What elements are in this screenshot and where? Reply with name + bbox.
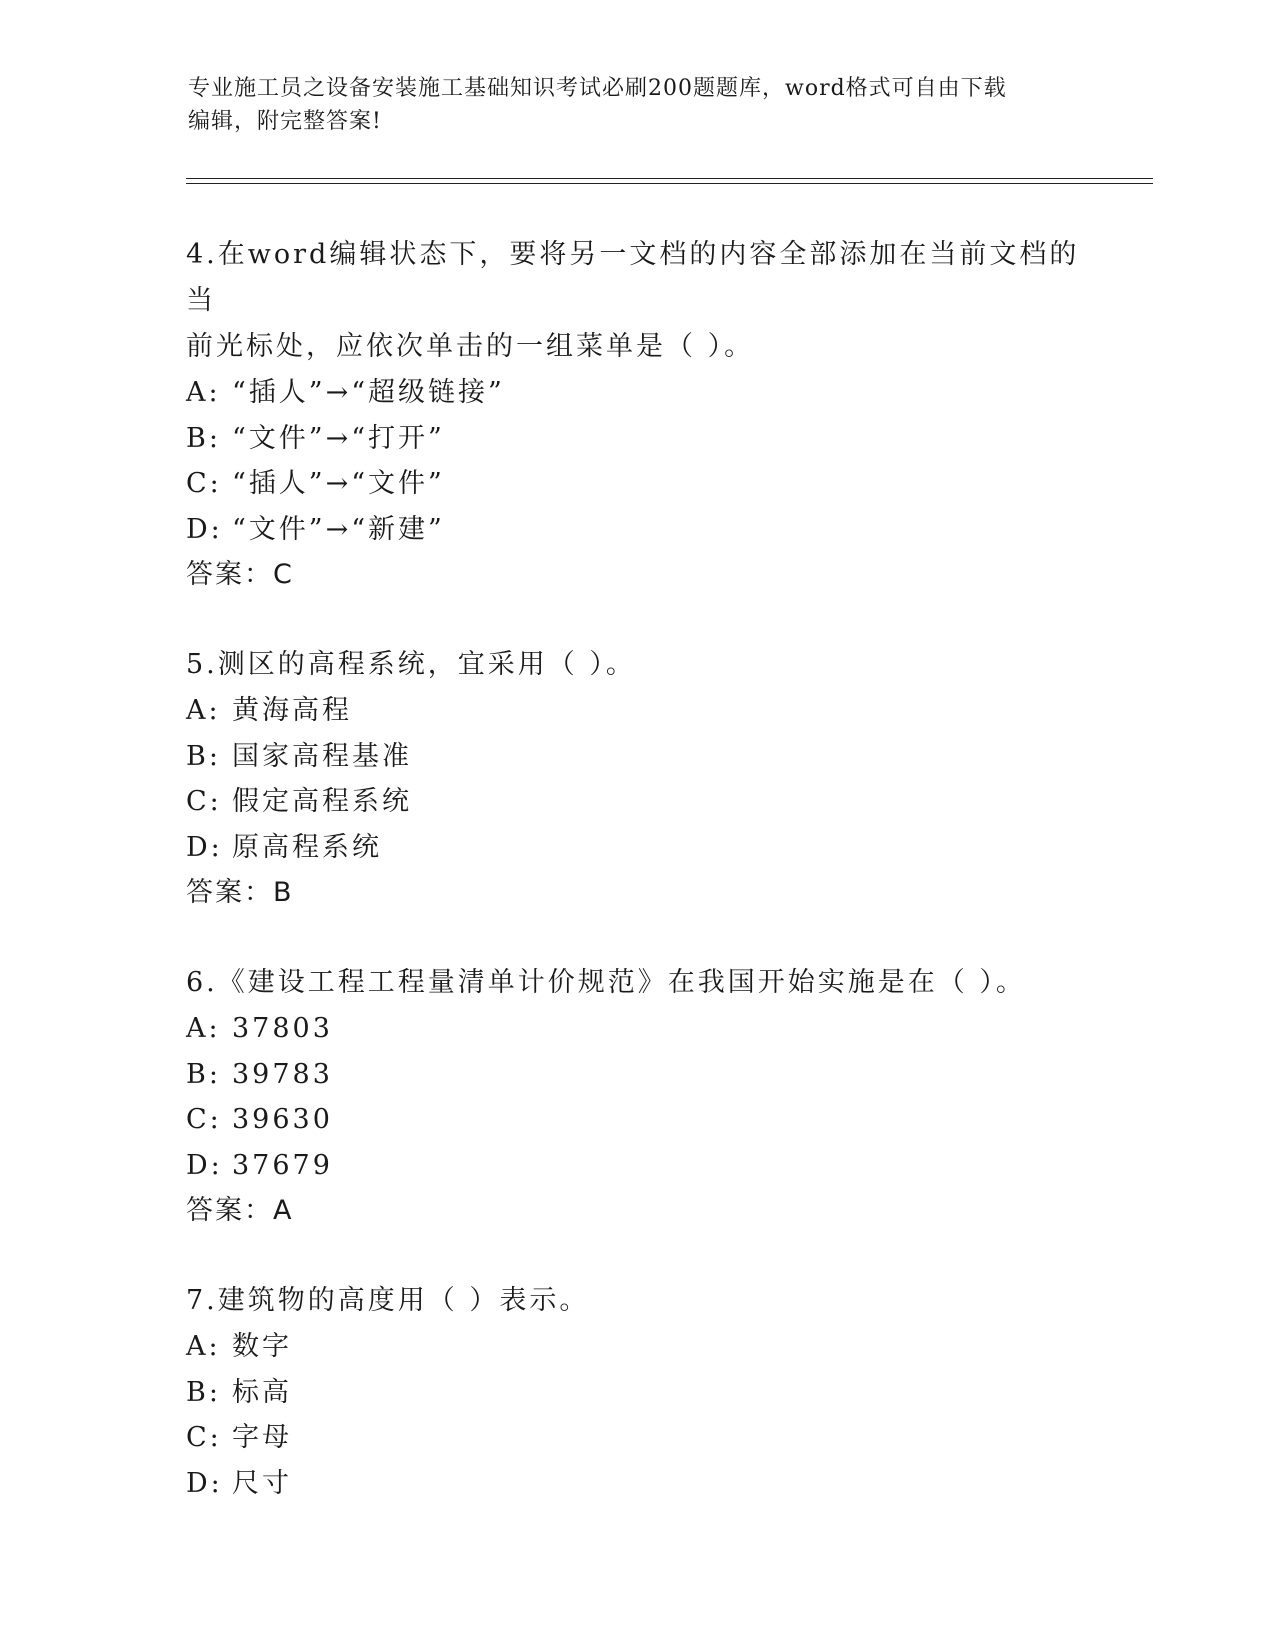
option-letter: D: bbox=[186, 831, 223, 863]
option-b bbox=[186, 734, 1086, 780]
question-6 bbox=[186, 960, 1086, 1234]
question-stem bbox=[186, 642, 1086, 688]
option-text: “文件”→“新建” bbox=[232, 513, 445, 545]
option-letter: C: bbox=[186, 1104, 222, 1135]
option-text: “插人”→“超级链接” bbox=[232, 377, 505, 408]
option-c bbox=[186, 461, 1086, 507]
option-c bbox=[186, 1097, 1086, 1143]
option-b bbox=[186, 1052, 1086, 1098]
option-text: 字母 bbox=[232, 1422, 292, 1453]
option-letter: B: bbox=[186, 1376, 221, 1408]
option-text: “文件”→“打开” bbox=[232, 422, 445, 454]
option-letter: A: bbox=[186, 1331, 221, 1362]
header-double-rule bbox=[186, 178, 1153, 184]
option-text: 假定高程系统 bbox=[232, 786, 412, 817]
option-letter: B: bbox=[186, 1058, 221, 1090]
option-letter: A: bbox=[186, 695, 221, 726]
option-letter: C: bbox=[186, 1422, 222, 1453]
option-b bbox=[186, 416, 1086, 462]
question-7 bbox=[186, 1278, 1086, 1506]
header-title-line-2: 编辑，附完整答案! bbox=[188, 109, 382, 134]
question-stem bbox=[186, 1278, 1086, 1324]
option-text: 37679 bbox=[232, 1149, 333, 1181]
option-text: 原高程系统 bbox=[232, 831, 382, 863]
question-5 bbox=[186, 642, 1086, 916]
option-d bbox=[186, 825, 1086, 871]
option-text: 尺寸 bbox=[232, 1467, 292, 1499]
option-b bbox=[186, 1370, 1086, 1416]
option-a bbox=[186, 370, 1086, 416]
question-stem-line: 4.在word编辑状态下，要将另一文档的内容全部添加在当前文档的当 bbox=[186, 239, 1080, 316]
document-header bbox=[188, 72, 1088, 138]
answer-label: 答案：A bbox=[186, 1195, 294, 1226]
option-c bbox=[186, 1415, 1086, 1461]
option-letter: B: bbox=[186, 422, 221, 454]
answer-label: 答案：B bbox=[186, 877, 294, 908]
header-title-line-1: 专业施工员之设备安装施工基础知识考试必刷200题题库，word格式可自由下载 bbox=[188, 76, 1007, 101]
question-stem-line: 5.测区的高程系统，宜采用（ ）。 bbox=[186, 649, 636, 680]
option-text: 数字 bbox=[232, 1331, 292, 1362]
option-letter: C: bbox=[186, 786, 222, 817]
option-text: 标高 bbox=[232, 1376, 292, 1408]
option-text: “插人”→“文件” bbox=[232, 468, 445, 499]
option-d bbox=[186, 1143, 1086, 1189]
option-letter: D: bbox=[186, 1149, 223, 1181]
option-letter: B: bbox=[186, 740, 221, 772]
question-stem bbox=[186, 232, 1086, 370]
question-stem-line: 6.《建设工程工程量清单计价规范》在我国开始实施是在（ ）。 bbox=[186, 967, 1026, 998]
option-text: 黄海高程 bbox=[232, 695, 352, 726]
option-letter: A: bbox=[186, 377, 221, 408]
option-letter: A: bbox=[186, 1013, 221, 1044]
option-letter: D: bbox=[186, 513, 223, 545]
option-a bbox=[186, 1006, 1086, 1052]
question-stem-line: 7.建筑物的高度用（ ）表示。 bbox=[186, 1285, 590, 1316]
question-4 bbox=[186, 232, 1086, 598]
question-list bbox=[186, 232, 1086, 1550]
question-stem-line: 前光标处，应依次单击的一组菜单是（ ）。 bbox=[186, 331, 755, 362]
option-a bbox=[186, 688, 1086, 734]
option-text: 39783 bbox=[232, 1058, 333, 1090]
question-stem bbox=[186, 960, 1086, 1006]
option-text: 37803 bbox=[232, 1013, 333, 1044]
option-d bbox=[186, 507, 1086, 553]
option-text: 39630 bbox=[232, 1104, 333, 1135]
option-text: 国家高程基准 bbox=[232, 740, 412, 772]
option-d bbox=[186, 1461, 1086, 1507]
answer-label: 答案：C bbox=[186, 559, 294, 590]
option-a bbox=[186, 1324, 1086, 1370]
option-c bbox=[186, 779, 1086, 825]
option-letter: D: bbox=[186, 1467, 223, 1499]
option-letter: C: bbox=[186, 468, 222, 499]
